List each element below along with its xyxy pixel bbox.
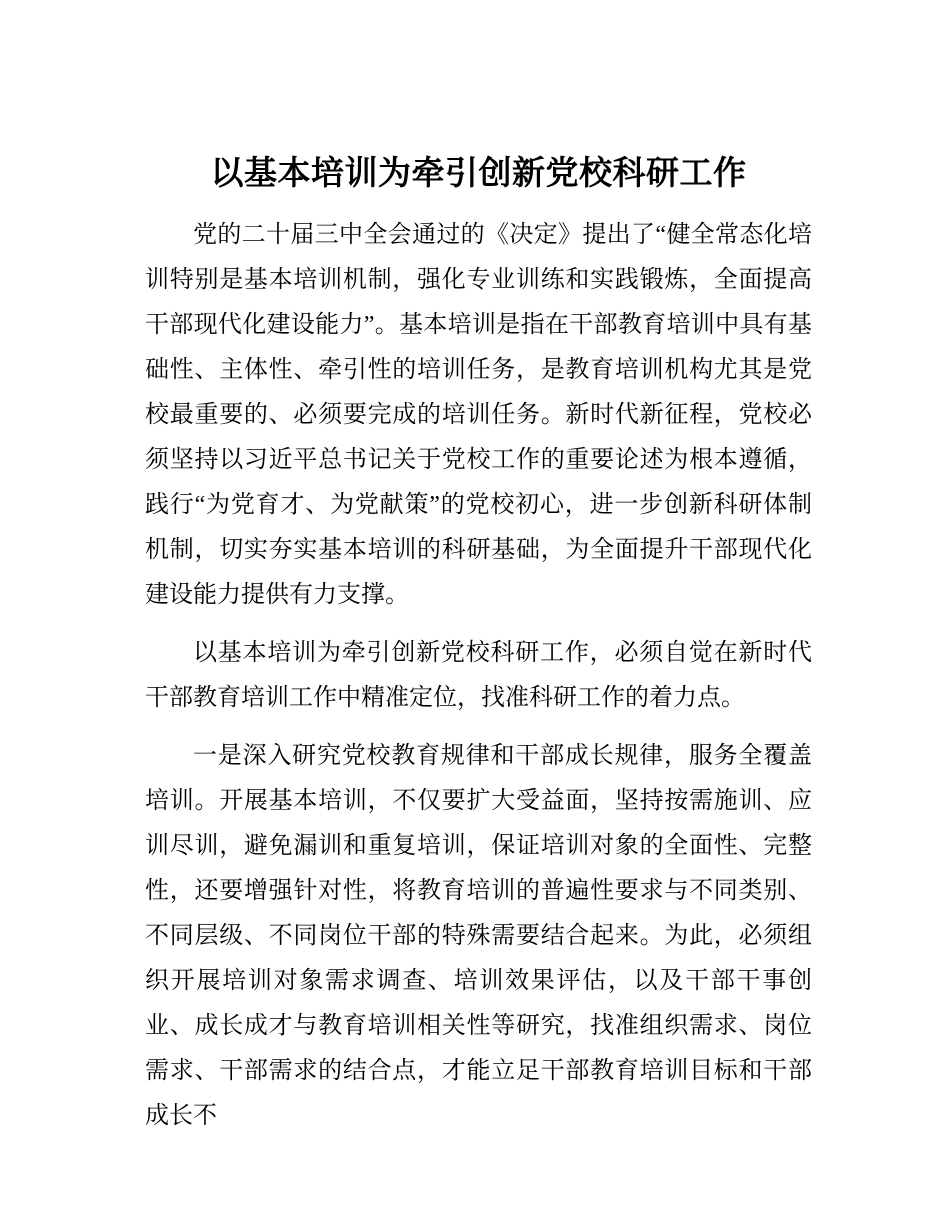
paragraph-1: 党的二十届三中全会通过的《决定》提出了“健全常态化培训特别是基本培训机制，强化专业训练和实践锻炼，全面提高干部现代化建设能力”。基本培训是指在干部教育培训中具有基础性、主体性、牵引性的培训任务，是教育培训机构尤其是党校最重要的、必须要完成的培训任务。新时代新征程，党校必须坚持以习近平总书记关于党校工作的重要论述为根本遵循，践行“为党育才、为党献策”的党校初心，进一步创新科研体制机制，切实夯实基本培训的科研基础，为全面提升干部现代化建设能力提供有力支撑。	[145, 222, 812, 609]
paragraph-3: 一是深入研究党校教育规律和干部成长规律，服务全覆盖培训。开展基本培训，不仅要扩大受益面，坚持按需施训、应训尽训，避免漏训和重复培训，保证培训对象的全面性、完整性，还要增强针对性，将教育培训的普遍性要求与不同类别、不同层级、不同岗位干部的特殊需要结合起来。为此，必须组织开展培训对象需求调查、培训效果评估，以及干部干事创业、成长成才与教育培训相关性等研究，找准组织需求、岗位需求、干部需求的结合点，才能立足干部教育培训目标和干部成长不	[145, 743, 812, 1130]
document-title: 以基本培训为牵引创新党校科研工作	[210, 154, 747, 191]
paragraph-2: 以基本培训为牵引创新党校科研工作，必须自觉在新时代干部教育培训工作中精准定位，找准科研工作的着力点。	[145, 640, 812, 712]
